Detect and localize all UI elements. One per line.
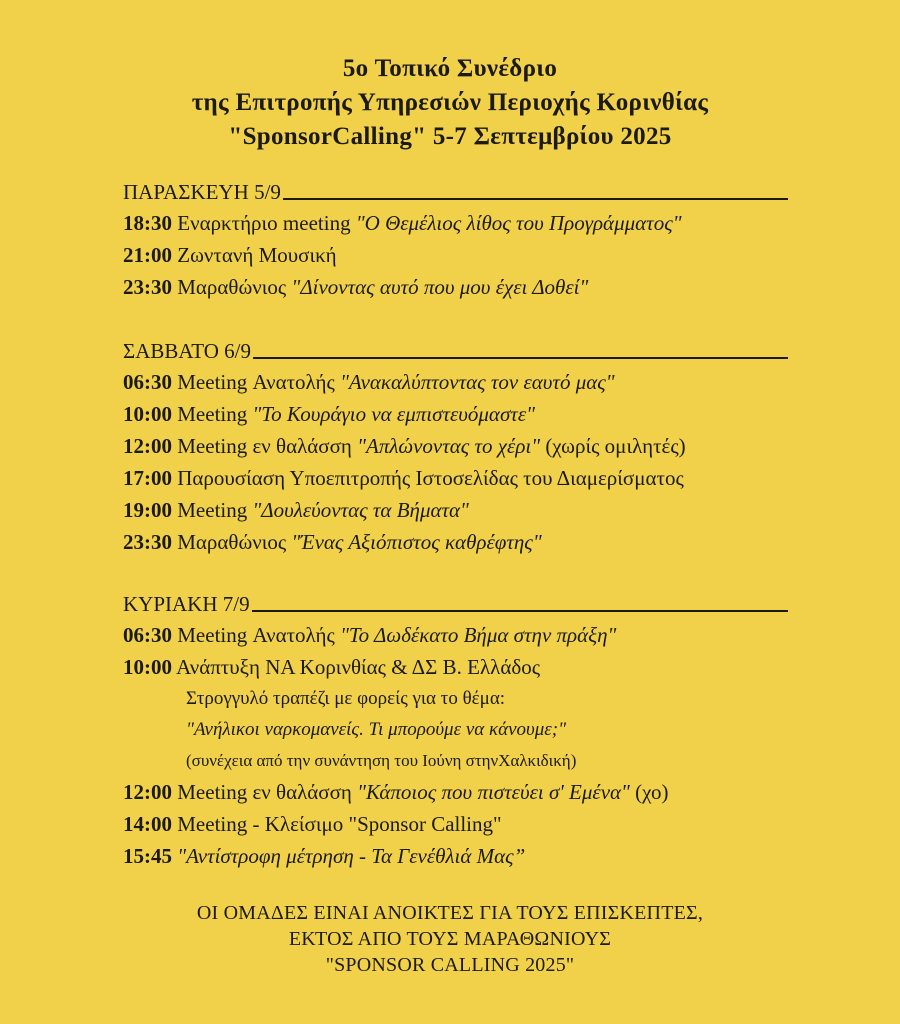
sunday-section: [123, 587, 788, 872]
schedule-item: [123, 430, 788, 462]
event-text: Meeting: [177, 498, 248, 522]
event-title: "Δίνοντας αυτό που μου έχει Δοθεί": [291, 275, 589, 299]
schedule-item: [123, 207, 788, 239]
schedule-item: [123, 840, 788, 872]
schedule-item: [123, 462, 788, 494]
time: 21:00: [123, 243, 172, 267]
title-line-2: της Επιτροπής Υπηρεσιών Περιοχής Κορινθίας: [191, 89, 709, 116]
event-title: "Αντίστροφη μέτρηση - Τα Γενέθλιά Μας”: [177, 844, 526, 868]
time: 10:00: [123, 402, 172, 426]
event-title: "Ανακαλύπτοντας τον εαυτό μας": [340, 370, 615, 394]
event-text: Εναρκτήριο meeting: [177, 211, 351, 235]
footer-line-1: ΟΙ ΟΜΑΔΕΣ ΕΙΝΑΙ ΑΝΟΙΚΤΕΣ ΓΙΑ ΤΟΥΣ ΕΠΙΣΚΕΠΤΕΣ,: [196, 902, 704, 924]
event-title: "Ο Θεμέλιος λίθος του Προγράμματος": [355, 211, 682, 235]
time: 10:00: [123, 655, 172, 679]
event-title: "Απλώνοντας το χέρι": [357, 434, 541, 458]
footer-line-2: ΕΚΤΟΣ ΑΠΟ ΤΟΥΣ ΜΑΡΑΘΩΝΙΟΥΣ: [288, 928, 612, 950]
event-title: "Το Κουράγιο να εμπιστευόμαστε": [252, 402, 535, 426]
event-note: (χωρίς ομιλητές): [545, 434, 686, 458]
event-text: Meeting εν θαλάσση: [177, 780, 352, 804]
event-text: Μαραθώνιος: [177, 275, 287, 299]
day-label: ΚΥΡΙΑΚΗ 7/9: [123, 592, 250, 616]
day-label: ΠΑΡΑΣΚΕΥΗ 5/9: [123, 180, 281, 204]
friday-section: [123, 175, 788, 303]
schedule-item: [123, 398, 788, 430]
poster-header: [0, 52, 900, 154]
day-label: ΣΑΒΒΑΤΟ 6/9: [123, 339, 251, 363]
title-line-3: "SponsorCalling" 5-7 Σεπτεμβρίου 2025: [228, 123, 672, 150]
schedule-item: [123, 494, 788, 526]
event-text: Ζωντανή Μουσική: [177, 243, 337, 267]
event-title: "Ένας Αξιόπιστος καθρέφτης": [291, 530, 542, 554]
schedule-item: [123, 619, 788, 651]
schedule-item: [123, 651, 788, 683]
title-line-1: 5ο Τοπικό Συνέδριο: [342, 55, 558, 82]
event-text: Ανάπτυξη ΝΑ Κορινθίας & ΔΣ Β. Ελλάδος: [176, 655, 541, 679]
divider: [252, 610, 788, 612]
event-text: Meeting - Κλείσιμο "Sponsor Calling": [177, 812, 502, 836]
event-title: "Δουλεύοντας τα Βήματα": [252, 498, 469, 522]
schedule-item: [123, 776, 788, 808]
time: 18:30: [123, 211, 172, 235]
event-text: Meeting εν θαλάσση: [177, 434, 352, 458]
schedule-item: [123, 239, 788, 271]
event-text: Παρουσίαση Υποεπιτροπής Ιστοσελίδας του Διαμερίσματος: [177, 466, 684, 490]
time: 15:45: [123, 844, 172, 868]
time: 17:00: [123, 466, 172, 490]
divider: [253, 357, 788, 359]
schedule-item: [123, 271, 788, 303]
poster-footer: [0, 900, 900, 978]
event-text: Meeting Ανατολής: [177, 370, 335, 394]
day-heading-saturday: [123, 334, 788, 364]
time: 12:00: [123, 434, 172, 458]
time: 14:00: [123, 812, 172, 836]
time: 23:30: [123, 530, 172, 554]
event-text: Meeting: [177, 402, 248, 426]
roundtable-note: (συνέχεια από την συνάντηση του Ιούνη στηνΧαλκιδική): [186, 751, 577, 770]
schedule-item: [123, 526, 788, 558]
event-title: "Το Δωδέκατο Βήμα στην πράξη": [340, 623, 617, 647]
divider: [283, 198, 788, 200]
schedule-item: [123, 366, 788, 398]
event-title: "Κάποιος που πιστεύει σ' Εμένα": [357, 780, 630, 804]
roundtable-topic: "Ανήλικοι ναρκομανείς. Τι μπορούμε να κάνουμε;": [186, 719, 567, 740]
time: 12:00: [123, 780, 172, 804]
event-note: (χο): [635, 780, 669, 804]
event-text: Μαραθώνιος: [177, 530, 287, 554]
time: 23:30: [123, 275, 172, 299]
roundtable-topic-intro: Στρογγυλό τραπέζι με φορείς για το θέμα:: [186, 688, 506, 709]
time: 19:00: [123, 498, 172, 522]
time: 06:30: [123, 623, 172, 647]
schedule-item: [123, 808, 788, 840]
footer-line-3: "SPONSOR CALLING 2025": [325, 954, 575, 976]
day-heading-sunday: [123, 587, 788, 617]
time: 06:30: [123, 370, 172, 394]
saturday-section: [123, 334, 788, 558]
day-heading-friday: [123, 175, 788, 205]
event-text: Meeting Ανατολής: [177, 623, 335, 647]
